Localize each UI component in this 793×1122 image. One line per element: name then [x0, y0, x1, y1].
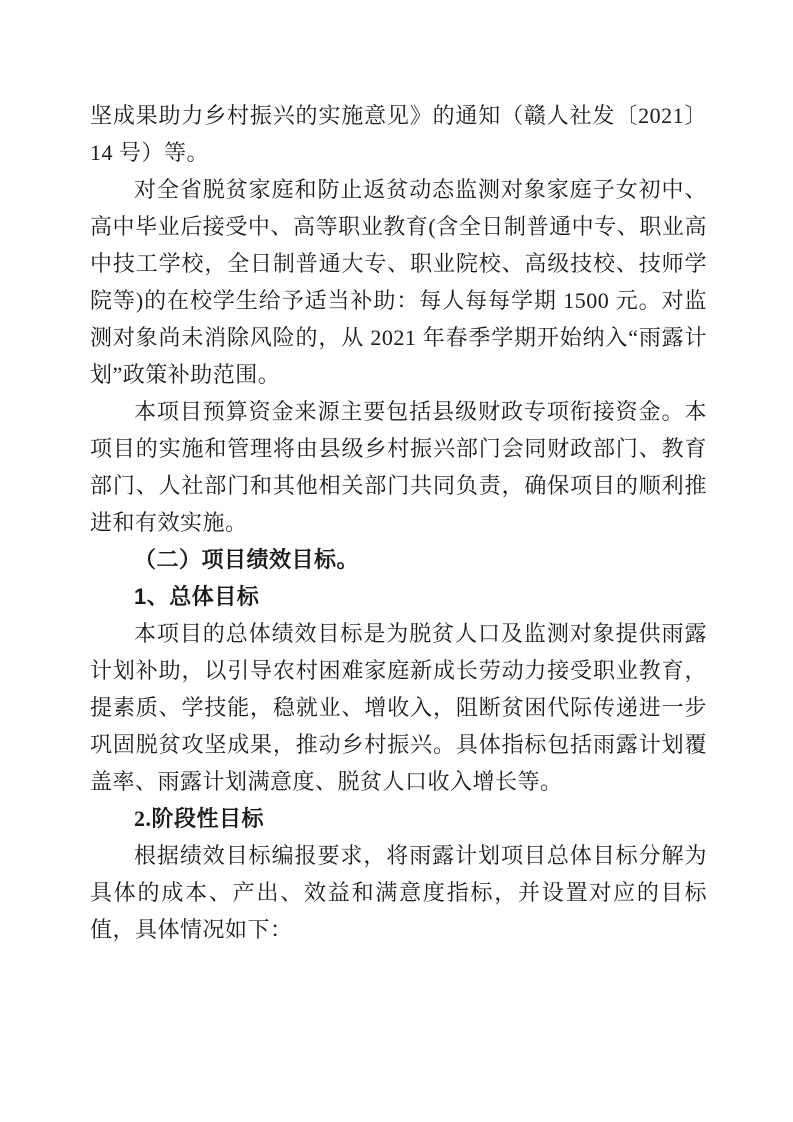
- paragraph-overall-goal: 本项目的总体绩效目标是为脱贫人口及监测对象提供雨露计划补助，以引导农村困难家庭新成长劳动力接受职业教育，提素质、学技能，稳就业、增收入，阻断贫困代际传递进一步巩固脱贫攻坚成果，推动乡村振兴。具体指标包括雨露计划覆盖率、雨露计划满意度、脱贫人口收入增长等。: [90, 621, 707, 794]
- heading-1-overall-goal: 1、总体目标: [134, 584, 260, 609]
- paragraph-notice-continuation: 坚成果助力乡村振兴的实施意见》的通知（赣人社发〔2021〕14 号）等。: [90, 103, 707, 165]
- paragraph-funding-management: 本项目预算资金来源主要包括县级财政专项衔接资金。本项目的实施和管理将由县级乡村振兴部门会同财政部门、教育部门、人社部门和其他相关部门共同负责，确保项目的顺利推进和有效实施。: [90, 399, 707, 535]
- heading-2-stage-goal: 2.阶段性目标: [134, 806, 265, 831]
- paragraph-stage-goal: 根据绩效目标编报要求，将雨露计划项目总体目标分解为具体的成本、产出、效益和满意度指标，并设置对应的目标值，具体情况如下：: [90, 843, 707, 942]
- document-text-block: [90, 97, 707, 948]
- paragraph-subsidy-policy: 对全省脱贫家庭和防止返贫动态监测对象家庭子女初中、高中毕业后接受中、高等职业教育(含全日制普通中专、职业高中技工学校，全日制普通大专、职业院校、高级技校、技师学院等)的在校学生给予适当补助：每人每每学期 1500 元。对监测对象尚未消除风险的，从 2021 年春季学期开始纳入“雨露计划”政策补助范围。: [90, 177, 707, 387]
- heading-section-2-performance-goals: （二）项目绩效目标。: [134, 547, 360, 572]
